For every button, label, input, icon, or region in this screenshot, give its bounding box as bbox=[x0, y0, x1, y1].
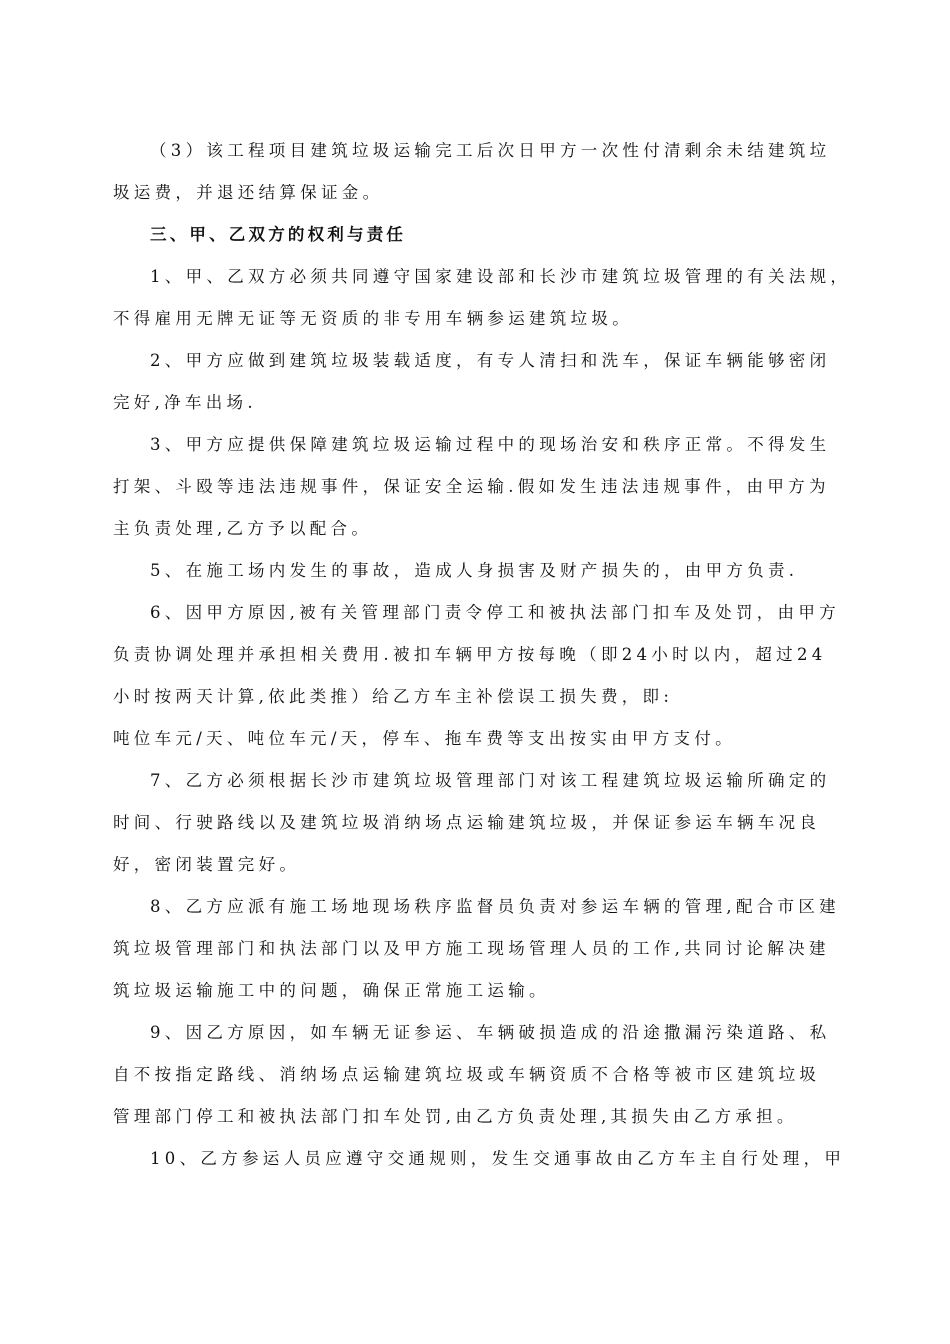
paragraph-7-line-2: 时间、行驶路线以及建筑垃圾消纳场点运输建筑垃圾，并保证参运车辆车况良 bbox=[113, 813, 821, 832]
paragraph-9-line-1: 9、因乙方原因，如车辆无证参运、车辆破损造成的沿途撒漏污染道路、私 bbox=[150, 1023, 831, 1042]
paragraph-2-line-2: 完好,净车出场. bbox=[113, 393, 257, 412]
paragraph-6-line-1: 6、因甲方原因,被有关管理部门责令停工和被执法部门扣车及处罚，由甲方 bbox=[150, 603, 840, 622]
paragraph-6-line-3: 小时按两天计算,依此类推）给乙方车主补偿误工损失费，即: bbox=[113, 687, 674, 706]
paragraph-7-line-1: 7、乙方必须根据长沙市建筑垃圾管理部门对该工程建筑垃圾运输所确定的 bbox=[150, 771, 831, 790]
paragraph-3-1-line-1: （3）该工程项目建筑垃圾运输完工后次日甲方一次性付清剩余未结建筑垃 bbox=[150, 141, 831, 160]
paragraph-8-line-2: 筑垃圾管理部门和执法部门以及甲方施工现场管理人员的工作,共同讨论解决建 bbox=[113, 939, 830, 958]
paragraph-3-1-line-2: 圾运费，并退还结算保证金。 bbox=[113, 183, 384, 202]
paragraph-2-line-1: 2、甲方应做到建筑垃圾装载适度，有专人清扫和洗车，保证车辆能够密闭 bbox=[150, 351, 831, 370]
paragraph-1-line-2: 不得雇用无牌无证等无资质的非专用车辆参运建筑垃圾。 bbox=[113, 309, 633, 328]
paragraph-9-line-2: 自不按指定路线、消纳场点运输建筑垃圾或车辆资质不合格等被市区建筑垃圾 bbox=[113, 1065, 821, 1084]
paragraph-7-line-3: 好，密闭装置完好。 bbox=[113, 855, 301, 874]
section-heading: 三、甲、乙双方的权利与责任 bbox=[150, 225, 407, 244]
paragraph-5-line-1: 5、在施工场内发生的事故，造成人身损害及财产损失的，由甲方负责. bbox=[150, 561, 799, 580]
paragraph-3-line-2: 打架、斗殴等违法违规事件，保证安全运输.假如发生违法违规事件，由甲方为 bbox=[113, 477, 830, 496]
paragraph-9-line-3: 管理部门停工和被执法部门扣车处罚,由乙方负责处理,其损失由乙方承担。 bbox=[113, 1107, 798, 1126]
paragraph-1-line-1: 1、甲、乙双方必须共同遵守国家建设部和长沙市建筑垃圾管理的有关法规， bbox=[150, 267, 852, 286]
paragraph-6-line-4: 吨位车元/天、吨位车元/天，停车、拖车费等支出按实由甲方支付。 bbox=[113, 729, 736, 748]
paragraph-3-line-1: 3、甲方应提供保障建筑垃圾运输过程中的现场治安和秩序正常。不得发生 bbox=[150, 435, 831, 454]
paragraph-8-line-1: 8、乙方应派有施工场地现场秩序监督员负责对参运车辆的管理,配合市区建 bbox=[150, 897, 840, 916]
paragraph-6-line-2: 负责协调处理并承担相关费用.被扣车辆甲方按每晚（即24小时以内，超过24 bbox=[113, 645, 827, 664]
paragraph-8-line-3: 筑垃圾运输施工中的问题，确保正常施工运输。 bbox=[113, 981, 550, 1000]
paragraph-3-line-3: 主负责处理,乙方予以配合。 bbox=[113, 519, 373, 538]
paragraph-10-line-1: 10、乙方参运人员应遵守交通规则，发生交通事故由乙方车主自行处理，甲 bbox=[150, 1149, 846, 1168]
